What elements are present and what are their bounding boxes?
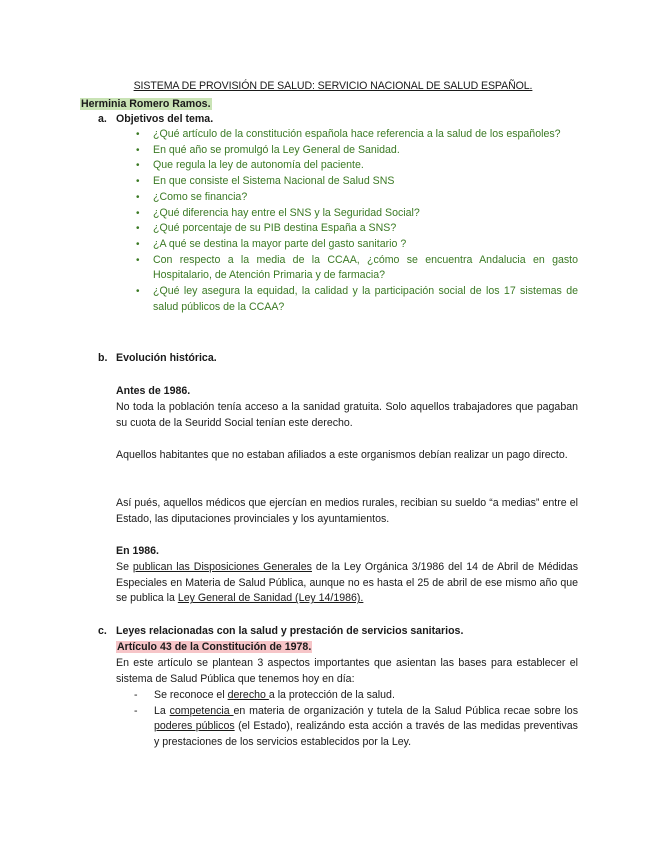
section-a-heading	[98, 113, 213, 125]
ley-general-sanidad-text: Ley General de Sanidad (Ley 14/1986).	[177, 592, 364, 605]
before-1986-paragraph-3: Así pués, aquellos médicos que ejercían en medios rurales, recibian su sueldo “a medias” entre el Estado, las diputaciones provinciales y los ayuntamientos.	[116, 497, 578, 525]
disposiciones-generales-text: publican las Disposiciones Generales	[132, 561, 312, 573]
aspect-2-text-pre: La	[154, 704, 170, 717]
aspect-2-text-mid: en materia de organización y tutela de la Salud Pública recae sobre los	[233, 704, 579, 717]
aspect-1-text-pre: Se reconoce el	[154, 689, 228, 701]
list-item: • En que consiste el Sistema Nacional de Salud SNS	[136, 174, 578, 190]
aspect-2-text-post: (el Estado), realizándo esta acción a través de las medidas preventivas y prestaciones de los servicios establecidos por la Ley.	[154, 720, 578, 749]
section-c-title: Leyes relacionadas con la salud y prestación de servicios sanitarios.	[116, 625, 464, 637]
section-b-heading	[98, 352, 217, 364]
section-a-title: Objetivos del tema.	[116, 113, 214, 125]
section-c-letter: c.	[98, 625, 107, 637]
derecho-text: derecho	[227, 689, 269, 701]
author-name: Herminia Romero Ramos.	[81, 98, 211, 110]
in-1986-heading: En 1986.	[116, 545, 159, 557]
section-b-title: Evolución histórica.	[116, 352, 217, 364]
list-item: • En qué año se promulgó la Ley General de Sanidad.	[136, 143, 578, 159]
list-item: • ¿Qué artículo de la constitución española hace referencia a la salud de los españoles?	[136, 127, 578, 143]
list-item	[134, 704, 578, 751]
in-1986-text-mid: de la Ley Orgánica 3/1986 del 14 de Abril de Médidas Especiales en Materia de Salud Pública, aunque no es hasta el 25 de abril de ese mismo año que se publica la	[116, 561, 578, 605]
document-title: SISTEMA DE PROVISIÓN DE SALUD: SERVICIO NACIONAL DE SALUD ESPAÑOL.	[133, 80, 533, 92]
section-c-heading	[98, 625, 463, 637]
poderes-publicos-text: poderes públicos	[154, 720, 235, 733]
before-1986-heading: Antes de 1986.	[116, 385, 191, 397]
in-1986-paragraph	[116, 560, 578, 607]
section-b-letter: b.	[98, 352, 108, 364]
list-item: • ¿Qué ley asegura la equidad, la calidad y la participación social de los 17 sistemas de salud públicos de la CCAA?	[136, 284, 578, 315]
list-item: • ¿Qué diferencia hay entre el SNS y la Seguridad Social?	[136, 206, 578, 222]
section-a-letter: a.	[98, 113, 107, 125]
list-item	[134, 688, 578, 704]
in-1986-text-pre: Se	[116, 561, 133, 573]
article-43-heading-row	[116, 640, 578, 656]
list-item: • Que regula la ley de autonomía del paciente.	[136, 158, 578, 174]
competencia-text: competencia	[169, 704, 234, 717]
before-1986-paragraph-2: Aquellos habitantes que no estaban afiliados a este organismos debían realizar un pago directo.	[116, 449, 568, 461]
objectives-list	[136, 127, 578, 315]
list-item: • ¿A qué se destina la mayor parte del gasto sanitario ?	[136, 237, 578, 253]
article-43-intro: En este artículo se plantean 3 aspectos importantes que asientan las bases para establecer el sistema de Salud Pública que tenemos hoy en día:	[116, 657, 578, 685]
list-item: • ¿Como se financia?	[136, 190, 578, 206]
article-43-aspects-list	[134, 688, 578, 751]
before-1986-paragraph-1: No toda la población tenía acceso a la sanidad gratuita. Solo aquellos trabajadores que pagaban su cuota de la Seuridd Social tenían este derecho.	[116, 401, 578, 429]
list-item: • Con respecto a la media de la CCAA, ¿cómo se encuentra Andalucia en gasto Hospitalario, de Atención Primaria y de farmacia?	[136, 253, 578, 284]
aspect-1-text-post: a la protección de la salud.	[268, 689, 395, 701]
list-item: • ¿Qué porcentaje de su PIB destina España a SNS?	[136, 221, 578, 237]
article-43-heading: Artículo 43 de la Constitución de 1978.	[117, 641, 312, 653]
